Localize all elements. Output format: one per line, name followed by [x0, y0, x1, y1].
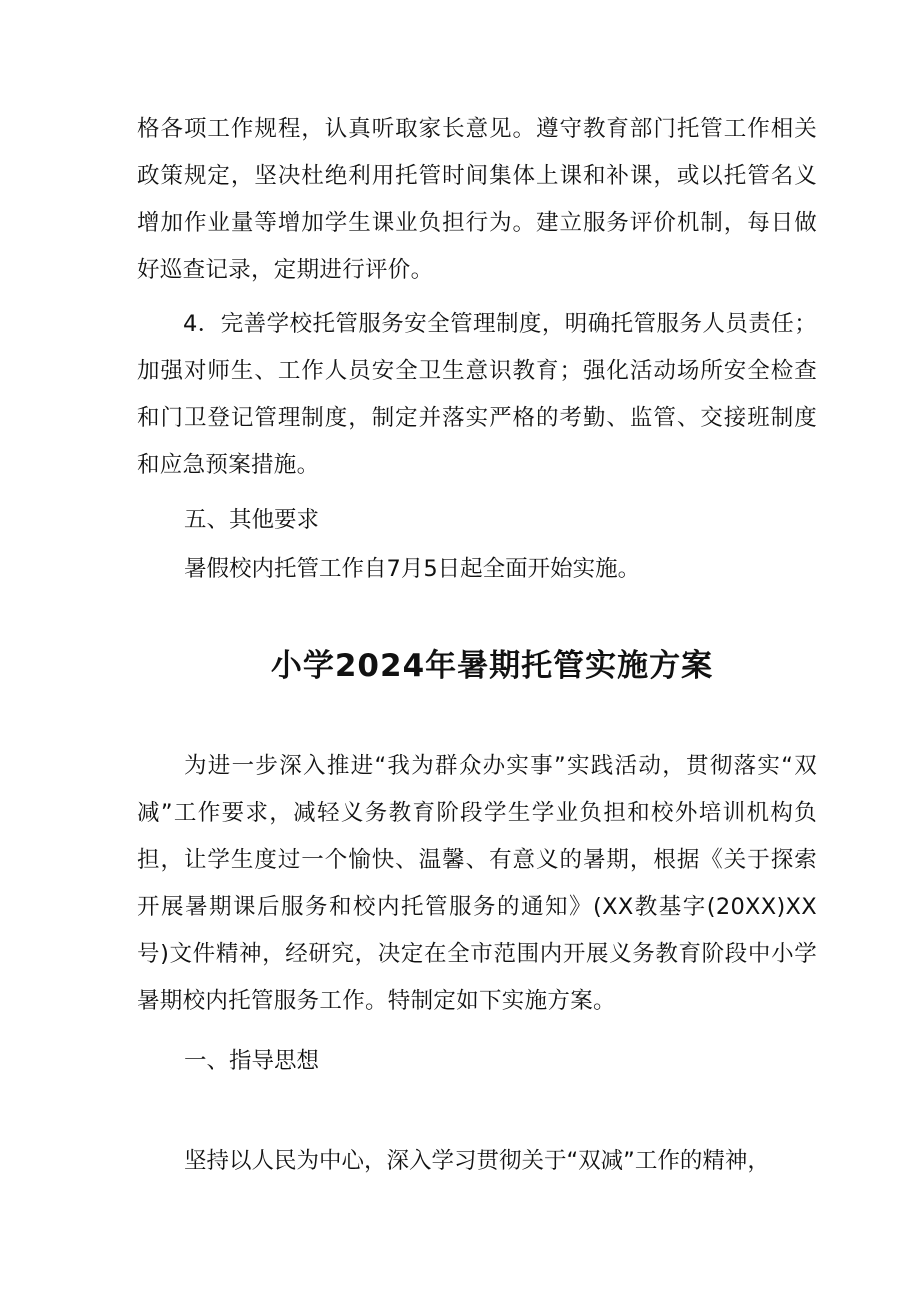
paragraph-continued — [137, 106, 817, 294]
paragraph-guiding-thought: 坚持以人民为中心，深入学习贯彻关于“双减”工作的精神， — [184, 1148, 770, 1174]
paragraph-text: 4．完善学校托管服务安全管理制度，明确托管服务人员责任；加强对师生、工作人员安全卫生意识教育；强化活动场所安全检查和门卫登记管理制度，制定并落实严格的考勤、监管、交接班制度和应急预案措施。 — [137, 311, 817, 478]
paragraph-intro — [137, 743, 817, 1025]
section-heading-1: 一、指导思想 — [184, 1048, 320, 1074]
document-title: 小学2024年暑期托管实施方案 — [270, 648, 714, 684]
paragraph-item-4 — [137, 301, 817, 489]
paragraph-text: 格各项工作规程，认真听取家长意见。遵守教育部门托管工作相关政策规定，坚决杜绝利用托管时间集体上课和补课，或以托管名义增加作业量等增加学生课业负担行为。建立服务评价机制，每日做好巡查记录，定期进行评价。 — [137, 116, 817, 283]
section-heading-5: 五、其他要求 — [184, 507, 320, 533]
paragraph-start-date: 暑假校内托管工作自7月5日起全面开始实施。 — [184, 556, 641, 582]
paragraph-text: 为进一步深入推进“我为群众办实事”实践活动，贯彻落实“双减”工作要求，减轻义务教育阶段学生学业负担和校外培训机构负担，让学生度过一个愉快、温馨、有意义的暑期，根据《关于探索开展暑期课后服务和校内托管服务的通知》(XX教基字(20XX)XX号)文件精神，经研究，决定在全市范围内开展义务教育阶段中小学暑期校内托管服务工作。特制定如下实施方案。 — [137, 753, 817, 1014]
